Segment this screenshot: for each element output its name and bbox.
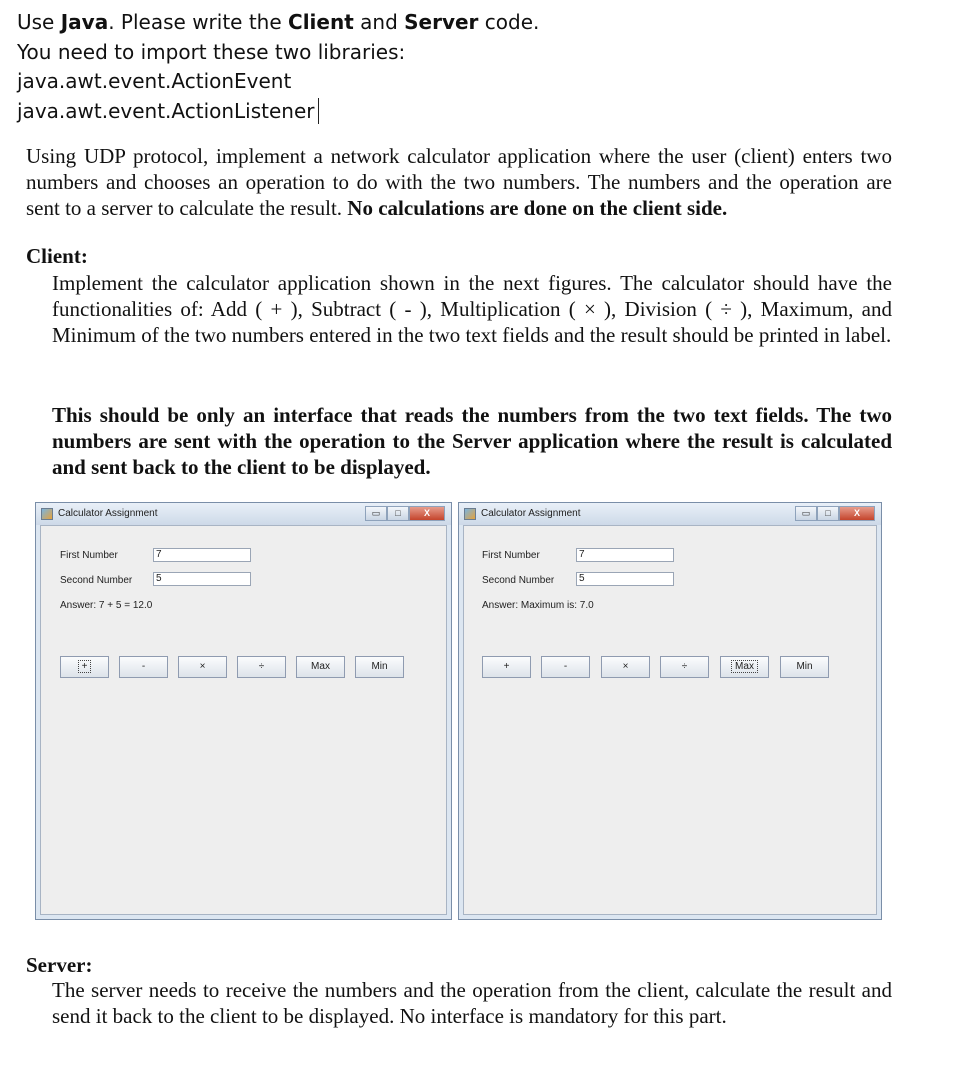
- second-number-label: Second Number: [482, 575, 555, 586]
- intro-line-1: [17, 8, 539, 38]
- maximize-button[interactable]: □: [817, 506, 839, 521]
- client-paragraph-1: Implement the calculator application shown in the next figures. The calculator should have the functionalities of: Add ( + ), Subtract ( - ), Multiplication ( × ), Division ( ÷ ), Maximum, and Minimum of the two numbers entered in the two text fields and the result should be printed in label.: [52, 271, 892, 347]
- java-app-icon: [464, 508, 476, 520]
- window-controls: [795, 506, 875, 522]
- calculator-window-2: [458, 502, 882, 920]
- close-button[interactable]: X: [839, 506, 875, 521]
- first-number-field[interactable]: 7: [576, 548, 674, 562]
- window-titlebar: [459, 503, 881, 525]
- task-text: Using UDP protocol, implement a network calculator application where the user (client) enters two numbers and chooses an operation to do with the two numbers. The numbers and the operation are sent to a server to calculate the result.: [26, 144, 892, 220]
- intro-text: code.: [478, 10, 540, 34]
- second-number-field[interactable]: 5: [153, 572, 251, 586]
- min-button[interactable]: Min: [355, 656, 404, 678]
- server-paragraph: The server needs to receive the numbers and the operation from the client, calculate the result and send it back to the client to be displayed. No interface is mandatory for this part.: [52, 978, 892, 1028]
- intro-text: Use: [17, 10, 61, 34]
- intro-bold-client: Client: [288, 10, 354, 34]
- answer-label: Answer: Maximum is: 7.0: [482, 600, 594, 611]
- multiply-button[interactable]: ×: [178, 656, 227, 678]
- first-number-field[interactable]: 7: [153, 548, 251, 562]
- intro-block: [17, 8, 539, 126]
- task-bold-text: No calculations are done on the client side.: [347, 196, 728, 220]
- window-title: Calculator Assignment: [481, 508, 581, 519]
- task-paragraph: [26, 143, 892, 221]
- intro-text: . Please write the: [108, 10, 289, 34]
- first-number-label: First Number: [482, 550, 540, 561]
- second-number-field[interactable]: 5: [576, 572, 674, 586]
- intro-line-3: java.awt.event.ActionEvent: [17, 69, 292, 93]
- second-number-label: Second Number: [60, 575, 133, 586]
- text-cursor: [318, 98, 320, 124]
- window-title: Calculator Assignment: [58, 508, 158, 519]
- add-button[interactable]: +: [482, 656, 531, 678]
- window-controls: [365, 506, 445, 522]
- minimize-button[interactable]: ▭: [365, 506, 387, 521]
- divide-button[interactable]: ÷: [237, 656, 286, 678]
- divide-button[interactable]: ÷: [660, 656, 709, 678]
- minimize-button[interactable]: ▭: [795, 506, 817, 521]
- calculator-window-1: [35, 502, 452, 920]
- intro-bold-server: Server: [404, 10, 479, 34]
- subtract-button[interactable]: -: [541, 656, 590, 678]
- intro-line-4: [17, 97, 539, 127]
- client-paragraph-2: This should be only an interface that reads the numbers from the two text fields. The two numbers are sent with the operation to the Server application where the result is calculated and sent back to the client to be displayed.: [52, 403, 892, 479]
- window-titlebar: [36, 503, 451, 525]
- intro-text: and: [353, 10, 405, 34]
- window-content: [463, 525, 877, 915]
- intro-line-2: You need to import these two libraries:: [17, 39, 406, 64]
- multiply-button[interactable]: ×: [601, 656, 650, 678]
- window-content: [40, 525, 447, 915]
- answer-label: Answer: 7 + 5 = 12.0: [60, 600, 153, 611]
- java-app-icon: [41, 508, 53, 520]
- max-button[interactable]: Max: [296, 656, 345, 678]
- max-button[interactable]: [720, 656, 769, 678]
- server-heading: Server:: [26, 953, 93, 977]
- intro-bold-java: Java: [60, 10, 109, 34]
- add-button[interactable]: [60, 656, 109, 678]
- close-button[interactable]: X: [409, 506, 445, 521]
- client-heading: Client:: [26, 244, 88, 268]
- min-button[interactable]: Min: [780, 656, 829, 678]
- add-button-label: +: [78, 660, 92, 673]
- subtract-button[interactable]: -: [119, 656, 168, 678]
- max-button-label: Max: [731, 660, 758, 673]
- first-number-label: First Number: [60, 550, 118, 561]
- intro-line-4-text: java.awt.event.ActionListener: [17, 98, 315, 123]
- maximize-button[interactable]: □: [387, 506, 409, 521]
